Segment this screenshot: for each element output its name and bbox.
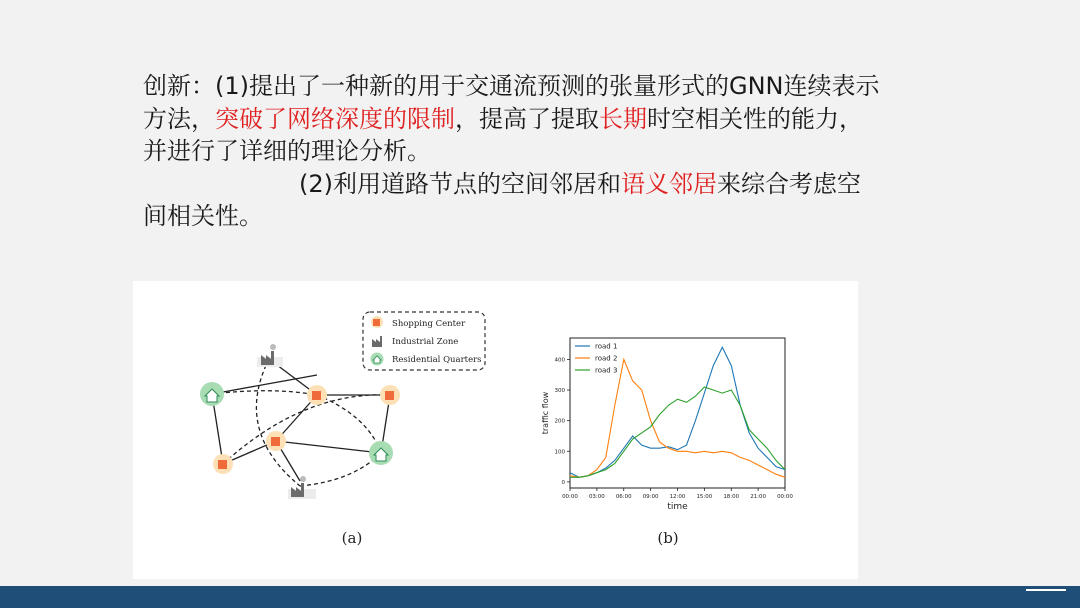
- edge: [276, 441, 381, 453]
- p1-text-a: 创新：(1)提出了一种新的用于交通流预测的张量形式的GNN连续表示方法，: [143, 72, 880, 133]
- footer-mark: [1026, 589, 1066, 591]
- diagram-legend: [363, 312, 485, 370]
- x-tick-label: 18:00: [723, 494, 740, 500]
- p1-highlight-depth: 突破了网络深度的限制: [215, 104, 455, 133]
- p2-text-b: 来综合考虑空间相关性。: [143, 169, 861, 230]
- figure-svg: [133, 281, 858, 579]
- x-tick-label: 12:00: [669, 494, 686, 500]
- slide-body: [143, 70, 883, 233]
- x-tick-label: 00:00: [777, 494, 793, 500]
- p1-text-b: ，提高了提取: [455, 104, 599, 133]
- x-tick-label: 03:00: [588, 494, 605, 500]
- x-axis-label: time: [667, 502, 688, 512]
- p1-text-c: 时空相关性的能力，并进行了详细的理论分析。: [143, 104, 863, 165]
- y-tick-label: 0: [561, 479, 565, 486]
- y-tick-label: 400: [554, 357, 565, 364]
- legend-residential: Residential Quarters: [392, 355, 482, 365]
- residential-node: [369, 441, 393, 465]
- y-tick-label: 100: [554, 449, 565, 456]
- p2-text-a: (2)利用道路节点的空间邻居和: [299, 169, 621, 198]
- industrial-node: [257, 344, 283, 367]
- edge: [300, 453, 381, 486]
- caption-b: (b): [657, 529, 679, 547]
- x-tick-label: 09:00: [642, 494, 659, 500]
- edge: [317, 395, 381, 453]
- shopping-node: [307, 385, 327, 405]
- x-tick-label: 15:00: [696, 494, 713, 500]
- paragraph-2: [143, 168, 883, 233]
- paragraph-1: [143, 70, 883, 168]
- caption-a: (a): [341, 529, 363, 547]
- solid-edges: [212, 359, 390, 481]
- legend-label: road 3: [595, 366, 618, 375]
- shopping-node: [213, 454, 233, 474]
- traffic-flow-chart: [541, 338, 793, 512]
- legend-label: road 1: [595, 342, 618, 351]
- p1-highlight-long-term: 长期: [599, 104, 647, 133]
- footer-bar: [0, 586, 1080, 608]
- figure-panel: [133, 281, 858, 579]
- shopping-node: [266, 431, 286, 451]
- x-tick-label: 06:00: [615, 494, 632, 500]
- x-tick-label: 00:00: [562, 494, 578, 500]
- y-tick-label: 200: [554, 418, 565, 425]
- residential-node: [200, 382, 224, 406]
- y-axis-label: traffic flow: [541, 391, 550, 435]
- p2-highlight-semantic: 语义邻居: [621, 169, 717, 198]
- legend-label: road 2: [595, 354, 618, 363]
- x-tick-label: 21:00: [750, 494, 767, 500]
- shopping-legend-icon: [373, 319, 380, 326]
- shopping-node: [380, 385, 400, 405]
- legend-shopping: Shopping Center: [392, 319, 466, 329]
- y-tick-label: 300: [554, 388, 565, 395]
- legend-industrial: Industrial Zone: [392, 337, 459, 347]
